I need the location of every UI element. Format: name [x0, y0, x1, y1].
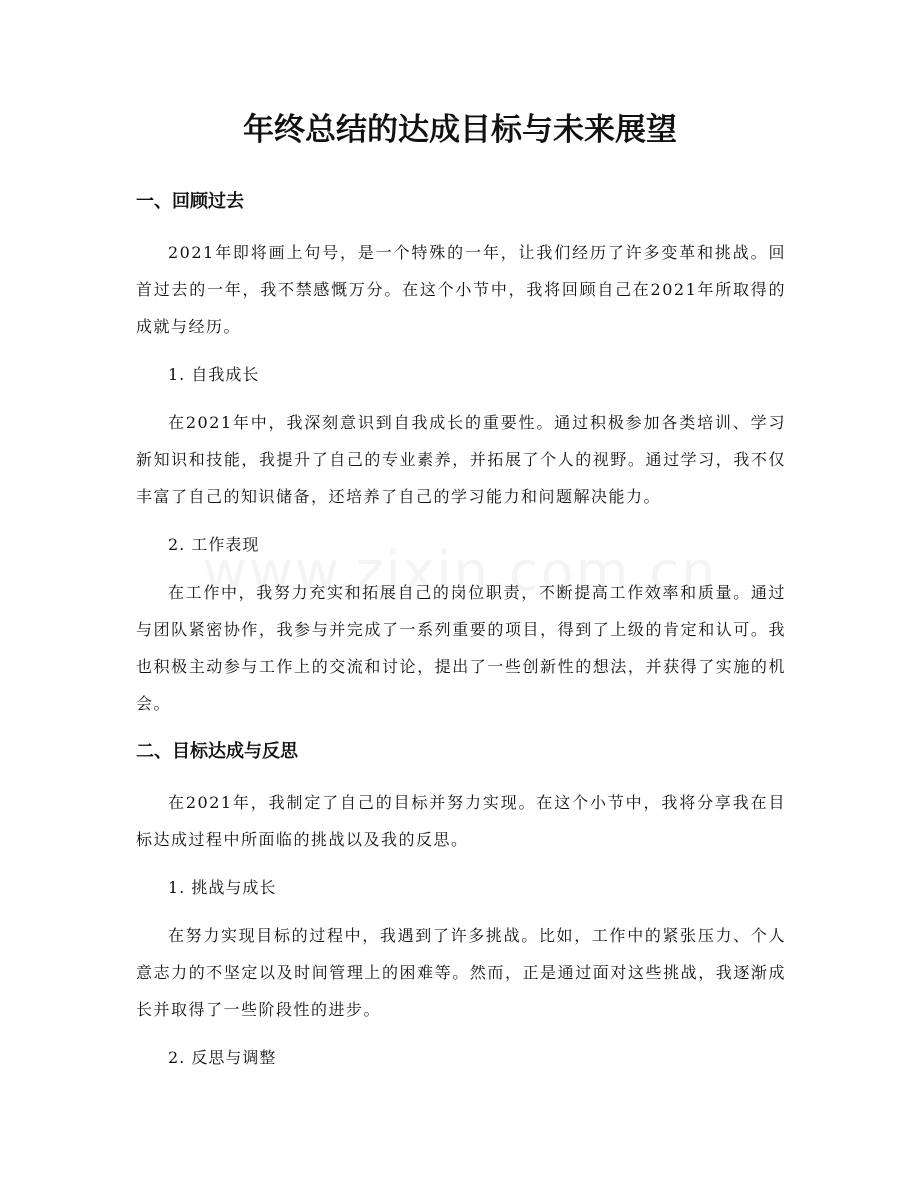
paragraph-challenges: 在努力实现目标的过程中，我遇到了许多挑战。比如，工作中的紧张压力、个人意志力的不坚定以及时间管理上的困难等。然而，正是通过面对这些挑战，我逐渐成长并取得了一些阶段性的进步。 — [136, 926, 786, 1019]
subheading-work-performance: 2. 工作表现 — [168, 535, 260, 554]
section-goals-intro: 在2021年，我制定了自己的目标并努力实现。在这个小节中，我将分享我在目标达成过程中所面临的挑战以及我的反思。 — [136, 793, 786, 849]
subheading-challenges: 1. 挑战与成长 — [168, 878, 277, 897]
document-title: 年终总结的达成目标与未来展望 — [243, 112, 677, 148]
section-heading-goals: 二、目标达成与反思 — [136, 741, 298, 762]
subheading-reflection: 2. 反思与调整 — [168, 1048, 277, 1067]
subheading-self-growth: 1. 自我成长 — [168, 365, 260, 384]
paragraph-self-growth: 在2021年中，我深刻意识到自我成长的重要性。通过积极参加各类培训、学习新知识和技能，我提升了自己的专业素养，并拓展了个人的视野。通过学习，我不仅丰富了自己的知识储备，还培养了自己的学习能力和问题解决能力。 — [136, 413, 786, 506]
section-review-intro: 2021年即将画上句号，是一个特殊的一年，让我们经历了许多变革和挑战。回首过去的一年，我不禁感慨万分。在这个小节中，我将回顾自己在2021年所取得的成就与经历。 — [136, 243, 786, 336]
section-heading-review: 一、回顾过去 — [136, 191, 244, 212]
paragraph-work-performance: 在工作中，我努力充实和拓展自己的岗位职责，不断提高工作效率和质量。通过与团队紧密协作，我参与并完成了一系列重要的项目，得到了上级的肯定和认可。我也积极主动参与工作上的交流和讨论，提出了一些创新性的想法，并获得了实施的机会。 — [136, 583, 786, 713]
